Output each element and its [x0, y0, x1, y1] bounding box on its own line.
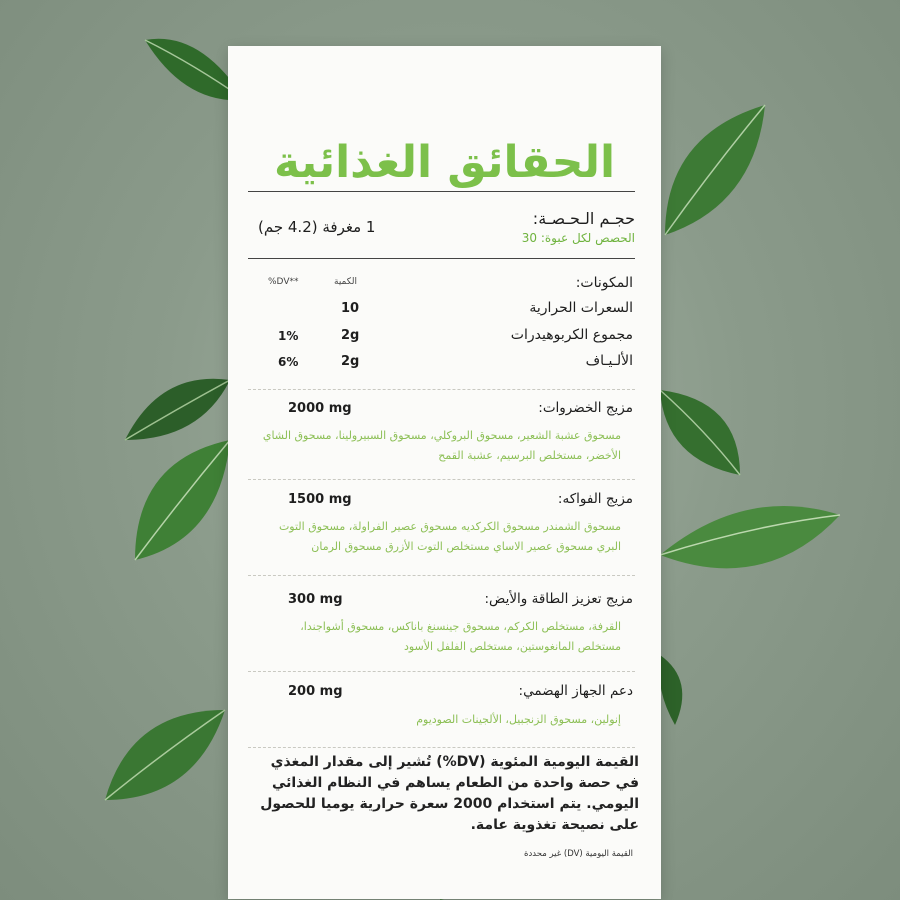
blend-fruits-name: مزيج الفواكه:	[557, 491, 633, 507]
blend-digestive-description: إنولين، مسحوق الزنجبيل، الألجينات الصوديوم	[416, 713, 621, 726]
leaf-decoration-bottom-right	[655, 650, 695, 730]
section-divider	[248, 389, 635, 390]
daily-value-footnote: القيمة اليومية (DV) غير محددة	[524, 849, 633, 859]
leaf-decoration-top-right	[655, 95, 775, 245]
serving-size-value: 1 مغرفة (4.2 جم)	[258, 218, 376, 236]
leaf-decoration-right	[655, 380, 745, 480]
blend-fruits-amount: 1500 mg	[288, 492, 352, 507]
nutrient-row-carbs-name: مجموع الكربوهيدرات	[510, 327, 633, 343]
nutrient-row-calories-amount: 10	[341, 301, 360, 316]
blend-fruits-description: مسحوق الشمندر مسحوق الكركديه مسحوق عصير الفراولة، مسحوق التوت البري مسحوق عصير الاساي مستخلص التوت الأزرق مسحوق الرمان	[278, 520, 621, 553]
nutrient-row-fiber-name: الألـيـاف	[585, 353, 633, 369]
section-divider	[248, 671, 635, 672]
blend-digestive-name: دعم الجهاز الهضمي:	[518, 683, 633, 699]
blend-vegetables-amount: 2000 mg	[288, 401, 352, 416]
nutrient-row-fiber-dv: 6%	[278, 355, 299, 369]
blend-energy-name: مزيج تعزيز الطاقة والأيض:	[484, 591, 633, 607]
section-divider	[248, 747, 635, 748]
serving-divider	[248, 258, 635, 259]
blend-vegetables-name: مزيج الخضروات:	[538, 400, 633, 416]
panel-title: الحقائق الغذائية	[273, 137, 616, 188]
leaf-decoration-bottom-left	[100, 700, 230, 810]
amount-column-header: الكمية	[334, 277, 357, 287]
nutrient-row-carbs-dv: 1%	[278, 329, 299, 343]
nutrient-row-calories-name: السعرات الحرارية	[529, 300, 633, 316]
servings-per-container: الحصص لكل عبوة: 30	[521, 231, 635, 245]
blend-energy-amount: 300 mg	[288, 592, 343, 607]
blend-vegetables-description: مسحوق عشبة الشعير، مسحوق البروكلي، مسحوق السبيرولينا، مسحوق الشاي الأخضر، مستخلص البرسيم، عشبة القمح	[262, 429, 621, 462]
dv-column-header: %DV**	[268, 277, 299, 287]
serving-size-label: حجـم الـحـصـة:	[532, 209, 635, 228]
daily-value-explanation: القيمة اليومية المئوية (DV%) تُشير إلى مقدار المغذي في حصة واحدة من الطعام يساهم في النظام الغذائي اليومي. يتم استخدام 2000 سعرة حرارية يوميا للحصول على نصيحة تغذوية عامة.	[260, 754, 639, 833]
nutrient-row-carbs-amount: 2g	[341, 328, 360, 343]
title-divider	[248, 191, 635, 192]
leaf-decoration-right-lower	[655, 495, 845, 595]
section-divider	[248, 575, 635, 576]
section-divider	[248, 479, 635, 480]
nutrient-row-fiber-amount: 2g	[341, 354, 360, 369]
ingredients-heading: المكونات:	[575, 275, 633, 291]
blend-digestive-amount: 200 mg	[288, 684, 343, 699]
leaf-decoration-left	[125, 430, 235, 570]
blend-energy-description: القرفة، مستخلص الكركم، مسحوق جينسنغ باناكس، مسحوق أشواجندا، مستخلص المانغوستين، مستخلص الفلفل الأسود	[300, 620, 621, 653]
nutrition-facts-card	[228, 46, 661, 899]
